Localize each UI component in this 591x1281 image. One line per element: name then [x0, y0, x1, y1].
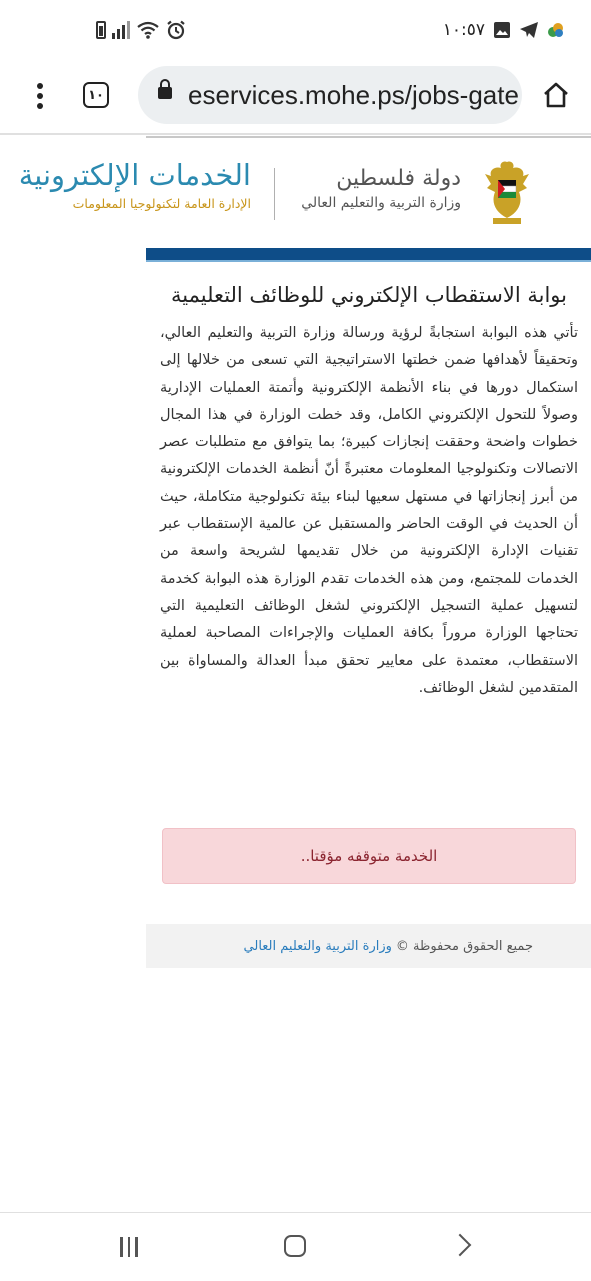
government-name: دولة فلسطين: [336, 166, 461, 191]
eservices-title: الخدمات الإلكترونية: [18, 158, 251, 192]
lock-icon[interactable]: [158, 87, 172, 99]
palestine-emblem-logo: [481, 158, 533, 226]
signal-icon: [112, 21, 130, 39]
battery-icon: [96, 21, 106, 39]
alert-text: الخدمة متوقفه مؤقتا..: [300, 847, 438, 865]
gallery-icon: [493, 21, 511, 39]
home-nav-icon[interactable]: [284, 1235, 306, 1257]
app-notification-icon: [547, 21, 565, 39]
system-navigation-bar: [0, 1212, 591, 1281]
browser-toolbar: [0, 64, 591, 128]
page-top-border: [146, 136, 591, 138]
alarm-icon: [166, 20, 186, 40]
status-icons-right: [443, 20, 565, 40]
address-bar[interactable]: [138, 66, 522, 124]
status-icons-left: [96, 20, 186, 40]
service-stopped-alert: [162, 828, 576, 884]
footer-rights: جميع الحقوق محفوظة ©: [395, 938, 533, 954]
status-bar: [0, 0, 591, 64]
toolbar-divider: [0, 133, 591, 135]
clock: ١٠:٥٧: [442, 20, 485, 40]
wifi-icon: [136, 20, 160, 40]
telegram-icon: [519, 21, 539, 39]
intro-paragraph: تأتي هذه البوابة استجابةً لرؤية ورسالة وزارة التربية والتعليم العالي، وتحقيقاً لأهدافها ضمن خطتها الاستراتيجية التي تسعى من خلالها إلى استكمال دورها في بناء الأنظمة الإلكترونية وأتمتة العمليات الإدارية وصولاً للتحول الإلكتروني الكامل، وقد خطت الوزارة في هذا المجال خطوات واضحة وحققت إنجازات كبيرة؛ بما يتوافق مع متطلبات عصر الاتصالات وتكنولوجيا المعلومات معتبرةً أنّ أنظمة الخدمات الإلكترونية من أبرز إنجازاتها في مستهل سعيها لبناء بيئة تكنولوجية متكاملة، حيث أن الحديث في الوقت الحاضر والمستقبل عن عالمية الإستقطاب عبر تقنيات الإدارة الإلكترونية من خلال تقديمها لشريحة واسعة من الخدمات للمجتمع، ومن هذه الخدمات تقدم الوزارة هذه البوابة كخدمة لتسهيل عملية التسجيل الإلكتروني لشغل الوظائف التعليمية التي تحتاجها الوزارة مروراً بكافة العمليات والإجراءات المصاحبة لعملية الاستقطاب، معتمدة على معايير تحقق مبدأ العدالة والمساواة بين المتقدمين لشغل الوظائف.: [160, 325, 578, 696]
main-content: [160, 280, 578, 702]
home-icon[interactable]: [541, 80, 571, 110]
header-divider: [274, 168, 275, 220]
url-text[interactable]: eservices.mohe.ps/jobs-gate: [188, 80, 519, 110]
page-title: بوابة الاستقطاب الإلكتروني للوظائف التعليمية: [171, 283, 567, 307]
tab-switcher-button[interactable]: ١٠: [83, 82, 109, 108]
eservices-subtitle: الإدارة العامة لتكنولوجيا المعلومات: [72, 196, 251, 211]
recents-icon[interactable]: [120, 1237, 138, 1257]
ministry-name: وزارة التربية والتعليم العالي: [301, 195, 461, 211]
more-options-icon[interactable]: [30, 80, 50, 112]
site-header: [0, 140, 591, 248]
header-blue-band: [146, 248, 591, 260]
footer-ministry-link[interactable]: وزارة التربية والتعليم العالي: [243, 938, 392, 954]
back-icon[interactable]: [449, 1234, 472, 1257]
footer: [146, 924, 591, 968]
